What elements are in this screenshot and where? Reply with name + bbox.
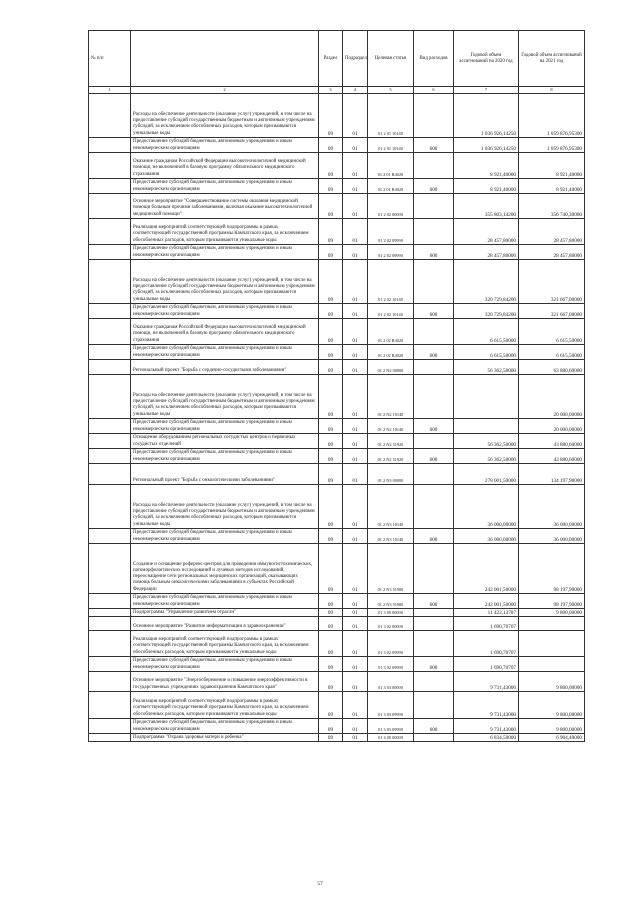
- amount-2021-cell: 9 800,00000: [519, 719, 585, 734]
- amount-2020-cell: 28 457,80000: [454, 245, 519, 260]
- row-number-cell: [89, 194, 131, 219]
- target-article-cell: 01 2 02 09990: [368, 245, 414, 260]
- expense-type-cell: 600: [414, 657, 454, 672]
- razdel-cell: 09: [319, 219, 343, 245]
- table-row: [89, 345, 585, 360]
- item-name-cell: Основное мероприятие "Совершенствование системы оказания медицинской помощи больным прочими заболеваниями, включая оказание высокотехнологичной медицинской помощи": [131, 194, 319, 219]
- amount-2020-cell: 6 834,50000: [454, 734, 519, 742]
- amount-2021-cell: 1 059 876,95300: [519, 94, 585, 138]
- razdel-cell: 09: [319, 464, 343, 485]
- item-name-cell: Предоставление субсидий бюджетным, автономным учреждениям и иным некоммерческим организациям: [131, 245, 319, 260]
- row-number-cell: [89, 617, 131, 631]
- podrazdel-cell: 01: [343, 485, 368, 529]
- amount-2020-cell: 1 690,70707: [454, 617, 519, 631]
- table-row: [89, 194, 585, 219]
- amount-2020-cell: 320 729,84200: [454, 260, 519, 304]
- table-row: [89, 657, 585, 672]
- item-name-cell: Подпрограмма "Управление развитием отрасли": [131, 609, 319, 617]
- row-number-cell: [89, 360, 131, 375]
- razdel-cell: 09: [319, 345, 343, 360]
- amount-2020-cell: 278 001,50000: [454, 464, 519, 485]
- podrazdel-cell: 01: [343, 319, 368, 345]
- column-index: 4: [343, 87, 368, 94]
- table-row: [89, 94, 585, 138]
- column-index: 8: [519, 87, 585, 94]
- podrazdel-cell: 01: [343, 375, 368, 419]
- row-number-cell: [89, 138, 131, 153]
- header-target-article: Целевая статья: [368, 31, 414, 87]
- razdel-cell: 09: [319, 419, 343, 434]
- podrazdel-cell: 01: [343, 529, 368, 544]
- item-name-cell: Предоставление субсидий бюджетным, автономным учреждениям и иным некоммерческим организациям: [131, 529, 319, 544]
- target-article-cell: 01 2 02 R4020: [368, 345, 414, 360]
- row-number-cell: [89, 434, 131, 449]
- item-name-cell: Оснащение оборудованием региональных сосудистых центров и первичных сосудистых отделений: [131, 434, 319, 449]
- expense-type-cell: [414, 544, 454, 594]
- table-row: [89, 419, 585, 434]
- column-index-row: [89, 87, 585, 94]
- item-name-cell: Региональный проект "Борьба с сердечно-сосудистыми заболеваниями": [131, 360, 319, 375]
- target-article-cell: 01 2 N3 00000: [368, 464, 414, 485]
- podrazdel-cell: 01: [343, 219, 368, 245]
- header-name: [131, 31, 319, 87]
- amount-2021-cell: 8 921,40000: [519, 153, 585, 179]
- amount-2020-cell: 1 036 926,14250: [454, 94, 519, 138]
- amount-2021-cell: 43 880,60000: [519, 434, 585, 449]
- target-article-cell: 01 2 N3 51900: [368, 544, 414, 594]
- expense-type-cell: [414, 94, 454, 138]
- amount-2021-cell: 8 921,40000: [519, 179, 585, 194]
- budget-table-sheet: [88, 30, 584, 742]
- expense-type-cell: [414, 434, 454, 449]
- item-name-cell: Предоставление субсидий бюджетным, автономным учреждениям и иным некоммерческим организациям: [131, 304, 319, 319]
- table-row: [89, 219, 585, 245]
- expense-type-cell: [414, 319, 454, 345]
- target-article-cell: 01 2 01 R4020: [368, 153, 414, 179]
- amount-2021-cell: 9 800,00000: [519, 609, 585, 617]
- amount-2021-cell: [519, 657, 585, 672]
- amount-2020-cell: 56 362,50000: [454, 360, 519, 375]
- target-article-cell: 01 2 01 R4020: [368, 179, 414, 194]
- amount-2020-cell: 9 731,43000: [454, 719, 519, 734]
- podrazdel-cell: 01: [343, 734, 368, 742]
- razdel-cell: 09: [319, 544, 343, 594]
- amount-2020-cell: 1 036 926,14250: [454, 138, 519, 153]
- row-number-cell: [89, 485, 131, 529]
- item-name-cell: Расходы на обеспечение деятельности (оказание услуг) учреждений, в том числе на предоставление субсидий государственным бюджетным и автономным учреждениям субсидий, за исключением обособленных расходов, которым присваиваются уникальные коды: [131, 485, 319, 529]
- amount-2021-cell: 43 880,60000: [519, 449, 585, 464]
- amount-2021-cell: 36 000,00000: [519, 485, 585, 529]
- row-number-cell: [89, 657, 131, 672]
- podrazdel-cell: 01: [343, 594, 368, 609]
- row-number-cell: [89, 304, 131, 319]
- amount-2021-cell: 98 197,90000: [519, 544, 585, 594]
- item-name-cell: Предоставление субсидий бюджетным, автономным учреждениям и иным некоммерческим организациям: [131, 449, 319, 464]
- item-name-cell: Реализация мероприятий соответствующей подпрограммы в рамках соответствующей государственной программы Камчатского края, за исключением обособленных расходов, которым присваиваются уникальные коды: [131, 631, 319, 657]
- razdel-cell: 09: [319, 375, 343, 419]
- header-num: № п/п: [89, 31, 131, 87]
- target-article-cell: 01 2 02 09990: [368, 219, 414, 245]
- row-number-cell: [89, 734, 131, 742]
- razdel-cell: 09: [319, 304, 343, 319]
- podrazdel-cell: 01: [343, 360, 368, 375]
- amount-2020-cell: 36 000,00000: [454, 529, 519, 544]
- row-number-cell: [89, 319, 131, 345]
- amount-2020-cell: 242 001,50000: [454, 544, 519, 594]
- razdel-cell: 09: [319, 449, 343, 464]
- table-row: [89, 609, 585, 617]
- header-razdel: Раздел: [319, 31, 343, 87]
- row-number-cell: [89, 594, 131, 609]
- amount-2020-cell: [454, 375, 519, 419]
- podrazdel-cell: 01: [343, 672, 368, 692]
- amount-2020-cell: 8 921,40000: [454, 179, 519, 194]
- row-number-cell: [89, 719, 131, 734]
- expense-type-cell: [414, 609, 454, 617]
- header-expense-type: Вид расходов: [414, 31, 454, 87]
- expense-type-cell: [414, 375, 454, 419]
- target-article-cell: 01 2 N2 00000: [368, 360, 414, 375]
- item-name-cell: Предоставление субсидий бюджетным, автономным учреждениям и иным некоммерческим организациям: [131, 594, 319, 609]
- amount-2021-cell: 6 615,50000: [519, 345, 585, 360]
- table-row: [89, 434, 585, 449]
- column-index: 5: [368, 87, 414, 94]
- row-number-cell: [89, 692, 131, 719]
- target-article-cell: 01 2 01 10140: [368, 94, 414, 138]
- podrazdel-cell: 01: [343, 464, 368, 485]
- razdel-cell: 09: [319, 719, 343, 734]
- expense-type-cell: [414, 631, 454, 657]
- amount-2021-cell: 63 880,60000: [519, 360, 585, 375]
- table-row: [89, 544, 585, 594]
- table-row: [89, 245, 585, 260]
- amount-2021-cell: 321 667,00000: [519, 304, 585, 319]
- podrazdel-cell: 01: [343, 617, 368, 631]
- target-article-cell: 01 3 03 09990: [368, 719, 414, 734]
- amount-2021-cell: 1 059 876,95300: [519, 138, 585, 153]
- budget-table: [88, 30, 585, 742]
- target-article-cell: 01 2 02 10140: [368, 304, 414, 319]
- column-index: 6: [414, 87, 454, 94]
- razdel-cell: 09: [319, 360, 343, 375]
- item-name-cell: Предоставление субсидий бюджетным, автономным учреждениям и иным некоммерческим организациям: [131, 345, 319, 360]
- amount-2020-cell: 28 457,80000: [454, 219, 519, 245]
- row-number-cell: [89, 245, 131, 260]
- amount-2020-cell: 1 690,70707: [454, 631, 519, 657]
- expense-type-cell: 600: [414, 419, 454, 434]
- expense-type-cell: 600: [414, 304, 454, 319]
- expense-type-cell: 600: [414, 719, 454, 734]
- amount-2021-cell: 20 000,00000: [519, 419, 585, 434]
- amount-2020-cell: 56 362,50000: [454, 434, 519, 449]
- target-article-cell: 01 2 N2 10140: [368, 375, 414, 419]
- row-number-cell: [89, 672, 131, 692]
- expense-type-cell: 600: [414, 245, 454, 260]
- amount-2021-cell: [519, 631, 585, 657]
- header-year-2021: Годовой объем ассигнований на 2021 год: [519, 31, 585, 87]
- row-number-cell: [89, 260, 131, 304]
- razdel-cell: 09: [319, 631, 343, 657]
- target-article-cell: 01 2 N2 51920: [368, 449, 414, 464]
- table-row: [89, 304, 585, 319]
- amount-2020-cell: 355 803,14200: [454, 194, 519, 219]
- table-row: [89, 529, 585, 544]
- expense-type-cell: [414, 360, 454, 375]
- podrazdel-cell: 01: [343, 153, 368, 179]
- table-row: [89, 617, 585, 631]
- row-number-cell: [89, 544, 131, 594]
- razdel-cell: 09: [319, 153, 343, 179]
- header-podrazdel: Подраздел: [343, 31, 368, 87]
- expense-type-cell: [414, 734, 454, 742]
- item-name-cell: Региональный проект "Борьба с онкологическими заболеваниями": [131, 464, 319, 485]
- item-name-cell: Реализация мероприятий соответствующей подпрограммы в рамках соответствующей государственной программы Камчатского края, за исключением обособленных расходов, которым присваиваются уникальные коды: [131, 692, 319, 719]
- razdel-cell: 09: [319, 319, 343, 345]
- table-row: [89, 449, 585, 464]
- item-name-cell: Основное мероприятие "Энергосбережение и повышение энергоэффективности в государственных учреждениях здравоохранения Камчатского края": [131, 672, 319, 692]
- table-row: [89, 260, 585, 304]
- item-name-cell: Основное мероприятие "Развитие информатизации в здравоохранении": [131, 617, 319, 631]
- table-row: [89, 319, 585, 345]
- row-number-cell: [89, 375, 131, 419]
- amount-2021-cell: 134 197,90000: [519, 464, 585, 485]
- razdel-cell: 09: [319, 529, 343, 544]
- table-row: [89, 179, 585, 194]
- column-index: 7: [454, 87, 519, 94]
- expense-type-cell: [414, 464, 454, 485]
- row-number-cell: [89, 449, 131, 464]
- expense-type-cell: 600: [414, 529, 454, 544]
- table-header-row: [89, 31, 585, 87]
- item-name-cell: Предоставление субсидий бюджетным, автономным учреждениям и иным некоммерческим организациям: [131, 138, 319, 153]
- razdel-cell: 09: [319, 692, 343, 719]
- expense-type-cell: [414, 194, 454, 219]
- item-name-cell: Реализация мероприятий соответствующей подпрограммы в рамках соответствующей государственной программы Камчатского края, за исключением обособленных расходов, которым присваиваются уникальные коды: [131, 219, 319, 245]
- target-article-cell: 01 2 N2 10140: [368, 419, 414, 434]
- table-row: [89, 375, 585, 419]
- amount-2021-cell: 28 457,80000: [519, 219, 585, 245]
- target-article-cell: 01 3 03 00000: [368, 672, 414, 692]
- razdel-cell: 09: [319, 260, 343, 304]
- amount-2021-cell: 9 800,00000: [519, 692, 585, 719]
- item-name-cell: Расходы на обеспечение деятельности (оказание услуг) учреждений, в том числе на предоставление субсидий государственным бюджетным и автономным учреждениям субсидий, за исключением обособленных расходов, которым присваиваются уникальные коды: [131, 375, 319, 419]
- target-article-cell: 01 2 N3 51900: [368, 594, 414, 609]
- razdel-cell: 09: [319, 594, 343, 609]
- amount-2020-cell: 242 001,50000: [454, 594, 519, 609]
- amount-2020-cell: 6 615,50000: [454, 345, 519, 360]
- expense-type-cell: [414, 153, 454, 179]
- target-article-cell: 01 2 01 10140: [368, 138, 414, 153]
- item-name-cell: Расходы на обеспечение деятельности (оказание услуг) учреждений, в том числе на предоставление субсидий государственным бюджетным и автономным учреждениям субсидий, за исключением обособленных расходов, которым присваиваются уникальные коды: [131, 260, 319, 304]
- row-number-cell: [89, 631, 131, 657]
- target-article-cell: 01 2 N3 10140: [368, 485, 414, 529]
- expense-type-cell: 600: [414, 345, 454, 360]
- table-body: [89, 87, 585, 742]
- podrazdel-cell: 01: [343, 179, 368, 194]
- target-article-cell: 01 3 02 00000: [368, 617, 414, 631]
- target-article-cell: 01 3 02 09990: [368, 631, 414, 657]
- podrazdel-cell: 01: [343, 631, 368, 657]
- expense-type-cell: [414, 219, 454, 245]
- item-name-cell: Предоставление субсидий бюджетным, автономным учреждениям и иным некоммерческим организациям: [131, 657, 319, 672]
- amount-2021-cell: 36 000,00000: [519, 529, 585, 544]
- razdel-cell: 09: [319, 609, 343, 617]
- amount-2020-cell: 11 422,13707: [454, 609, 519, 617]
- podrazdel-cell: 01: [343, 245, 368, 260]
- expense-type-cell: 600: [414, 449, 454, 464]
- table-row: [89, 734, 585, 742]
- row-number-cell: [89, 464, 131, 485]
- table-row: [89, 594, 585, 609]
- target-article-cell: 01 2 N3 10140: [368, 529, 414, 544]
- row-number-cell: [89, 179, 131, 194]
- table-row: [89, 138, 585, 153]
- podrazdel-cell: 01: [343, 449, 368, 464]
- razdel-cell: 09: [319, 657, 343, 672]
- amount-2020-cell: 6 615,50000: [454, 319, 519, 345]
- expense-type-cell: [414, 260, 454, 304]
- expense-type-cell: 600: [414, 138, 454, 153]
- table-row: [89, 360, 585, 375]
- target-article-cell: 01 2 02 R4020: [368, 319, 414, 345]
- razdel-cell: 09: [319, 617, 343, 631]
- row-number-cell: [89, 345, 131, 360]
- table-row: [89, 672, 585, 692]
- item-name-cell: Создание и оснащение референс-центров для проведения иммуногистохимических, патоморфологических исследований и лучевых методов исследований, переоснащение сети региональных медицинских организаций, оказывающих помощь больным онкологическими заболеваниями в субъектах Российской Федерации: [131, 544, 319, 594]
- target-article-cell: 01 3 03 09990: [368, 692, 414, 719]
- row-number-cell: [89, 153, 131, 179]
- target-article-cell: 01 2 02 10140: [368, 260, 414, 304]
- table-row: [89, 153, 585, 179]
- amount-2021-cell: 6 904,40000: [519, 734, 585, 742]
- table-row: [89, 719, 585, 734]
- razdel-cell: 09: [319, 734, 343, 742]
- column-index: 1: [89, 87, 131, 94]
- amount-2020-cell: 9 731,43000: [454, 692, 519, 719]
- column-index: 2: [131, 87, 319, 94]
- podrazdel-cell: 01: [343, 138, 368, 153]
- column-index: 3: [319, 87, 343, 94]
- podrazdel-cell: 01: [343, 544, 368, 594]
- amount-2021-cell: 356 740,30000: [519, 194, 585, 219]
- amount-2021-cell: 6 615,50000: [519, 319, 585, 345]
- podrazdel-cell: 01: [343, 692, 368, 719]
- expense-type-cell: [414, 485, 454, 529]
- podrazdel-cell: 01: [343, 345, 368, 360]
- razdel-cell: 09: [319, 245, 343, 260]
- row-number-cell: [89, 419, 131, 434]
- item-name-cell: Предоставление субсидий бюджетным, автономным учреждениям и иным некоммерческим организациям: [131, 719, 319, 734]
- item-name-cell: Оказание гражданам Российской Федерации высокотехнологичной медицинской помощи, не включенной в базовую программу обязательного медицинского страхования: [131, 153, 319, 179]
- razdel-cell: 09: [319, 179, 343, 194]
- item-name-cell: Расходы на обеспечение деятельности (оказание услуг) учреждений, в том числе на предоставление субсидий государственным бюджетным и автономным учреждениям субсидий, за исключением обособленных расходов, которым присваиваются уникальные коды: [131, 94, 319, 138]
- item-name-cell: Предоставление субсидий бюджетным, автономным учреждениям и иным некоммерческим организациям: [131, 179, 319, 194]
- row-number-cell: [89, 609, 131, 617]
- row-number-cell: [89, 219, 131, 245]
- expense-type-cell: [414, 617, 454, 631]
- amount-2021-cell: [519, 617, 585, 631]
- amount-2020-cell: 320 729,84200: [454, 304, 519, 319]
- amount-2021-cell: 28 457,80000: [519, 245, 585, 260]
- amount-2021-cell: 321 667,00000: [519, 260, 585, 304]
- amount-2020-cell: 36 000,00000: [454, 485, 519, 529]
- podrazdel-cell: 01: [343, 657, 368, 672]
- target-article-cell: 01 4 00 00000: [368, 734, 414, 742]
- page-number: 57: [317, 881, 323, 887]
- target-article-cell: 01 3 02 09990: [368, 657, 414, 672]
- target-article-cell: 01 2 N2 51920: [368, 434, 414, 449]
- razdel-cell: 09: [319, 434, 343, 449]
- row-number-cell: [89, 529, 131, 544]
- target-article-cell: 01 2 02 00000: [368, 194, 414, 219]
- table-row: [89, 631, 585, 657]
- table-row: [89, 485, 585, 529]
- expense-type-cell: 600: [414, 594, 454, 609]
- amount-2020-cell: 8 921,40000: [454, 153, 519, 179]
- item-name-cell: Предоставление субсидий бюджетным, автономным учреждениям и иным некоммерческим организациям: [131, 419, 319, 434]
- target-article-cell: 01 3 00 00000: [368, 609, 414, 617]
- amount-2020-cell: 1 690,70707: [454, 657, 519, 672]
- header-year-2020: Годовой объем ассигнований на 2020 год: [454, 31, 519, 87]
- podrazdel-cell: 01: [343, 609, 368, 617]
- podrazdel-cell: 01: [343, 719, 368, 734]
- amount-2021-cell: 9 800,00000: [519, 672, 585, 692]
- table-row: [89, 692, 585, 719]
- podrazdel-cell: 01: [343, 304, 368, 319]
- table-row: [89, 464, 585, 485]
- amount-2020-cell: 56 362,50000: [454, 449, 519, 464]
- expense-type-cell: 600: [414, 179, 454, 194]
- amount-2021-cell: 98 197,90000: [519, 594, 585, 609]
- amount-2020-cell: 9 731,43000: [454, 672, 519, 692]
- expense-type-cell: [414, 672, 454, 692]
- podrazdel-cell: 01: [343, 434, 368, 449]
- expense-type-cell: [414, 692, 454, 719]
- item-name-cell: Подпрограмма "Охрана здоровья матери и ребенка": [131, 734, 319, 742]
- razdel-cell: 09: [319, 194, 343, 219]
- razdel-cell: 09: [319, 672, 343, 692]
- amount-2021-cell: 20 000,00000: [519, 375, 585, 419]
- podrazdel-cell: 01: [343, 94, 368, 138]
- amount-2020-cell: [454, 419, 519, 434]
- razdel-cell: 09: [319, 138, 343, 153]
- podrazdel-cell: 01: [343, 419, 368, 434]
- razdel-cell: 09: [319, 485, 343, 529]
- row-number-cell: [89, 94, 131, 138]
- razdel-cell: 09: [319, 94, 343, 138]
- item-name-cell: Оказание гражданам Российской Федерации высокотехнологичной медицинской помощи, не включенной в базовую программу обязательного медицинского страхования: [131, 319, 319, 345]
- podrazdel-cell: 01: [343, 260, 368, 304]
- podrazdel-cell: 01: [343, 194, 368, 219]
